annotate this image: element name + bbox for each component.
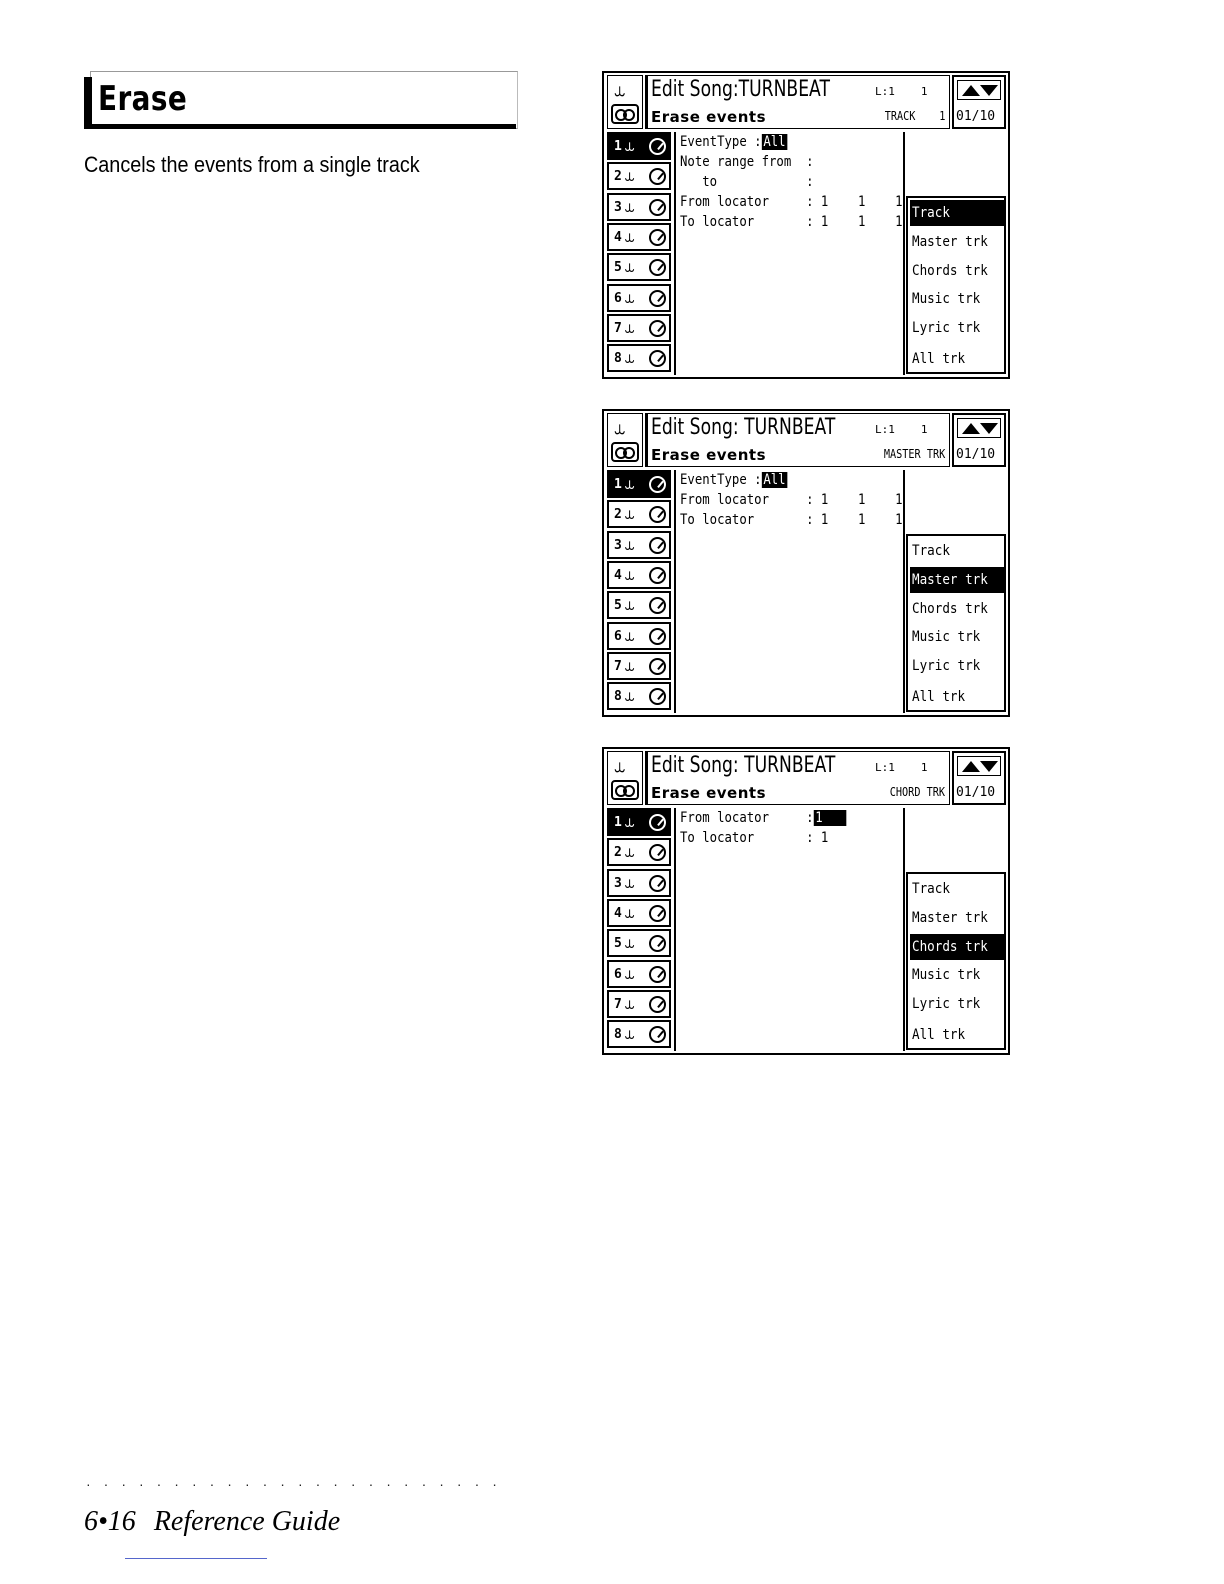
dial-icon xyxy=(649,350,666,367)
track-button[interactable] xyxy=(607,990,671,1018)
keyboard-icon: ⥿ xyxy=(625,1024,635,1045)
dial-icon xyxy=(649,905,666,922)
parameter-row[interactable]: From locator : 1 1 1 xyxy=(680,492,903,508)
menu-item[interactable]: Master trk xyxy=(912,910,988,926)
track-number: 5 xyxy=(614,260,622,276)
track-number: 4 xyxy=(614,567,622,583)
screen-subtitle: Erase events xyxy=(651,784,766,802)
menu-item[interactable]: Lyric trk xyxy=(912,320,981,336)
keyboard-icon: ⥿ xyxy=(625,474,635,494)
keyboard-icon: ⥿ xyxy=(625,257,635,278)
page-indicator: 01/10 xyxy=(956,109,996,124)
track-button[interactable] xyxy=(607,344,671,372)
keyboard-icon: ⥿ xyxy=(625,993,635,1014)
heading-bar xyxy=(84,77,92,129)
track-button[interactable] xyxy=(607,652,671,680)
track-button[interactable] xyxy=(607,223,671,251)
keyboard-icon: ⥿ xyxy=(625,963,635,984)
track-button[interactable] xyxy=(607,838,671,866)
screen-header xyxy=(645,413,950,467)
song-mode-icon xyxy=(607,751,643,805)
footer-dots: ························ xyxy=(86,1476,510,1492)
track-number: 8 xyxy=(614,1027,622,1043)
dial-icon xyxy=(649,966,666,983)
keyboard-icon: ⥿ xyxy=(625,812,635,832)
track-button[interactable] xyxy=(607,253,671,281)
track-number: 6 xyxy=(614,290,622,306)
keyboard-icon: ⥿ xyxy=(625,933,635,954)
track-button[interactable] xyxy=(607,899,671,927)
screen-header xyxy=(645,75,950,129)
locator-readout: L:1 1 xyxy=(875,85,928,98)
track-button[interactable] xyxy=(607,929,671,957)
divider xyxy=(674,808,676,1051)
keyboard-icon: ⥿ xyxy=(614,753,626,777)
song-mode-icon xyxy=(607,75,643,129)
dial-icon xyxy=(649,597,666,614)
page-number: 6•16 xyxy=(84,1506,136,1537)
keyboard-icon: ⥿ xyxy=(625,226,635,247)
parameter-row[interactable]: to : xyxy=(680,174,814,190)
track-list xyxy=(607,470,671,713)
screen-subtitle: Erase events xyxy=(651,108,766,126)
track-readout: CHORD TRK xyxy=(889,785,945,799)
cassette-icon xyxy=(611,442,639,462)
parameter-value[interactable]: All xyxy=(763,134,786,150)
track-number: 1 xyxy=(614,815,622,830)
track-number: 8 xyxy=(614,351,622,367)
lcd-screen xyxy=(602,71,1010,379)
track-number: 2 xyxy=(614,845,622,861)
dial-icon xyxy=(649,1026,666,1043)
track-button[interactable] xyxy=(607,314,671,342)
track-number: 1 xyxy=(614,139,622,154)
dial-icon xyxy=(649,506,666,523)
track-number: 4 xyxy=(614,905,622,921)
menu-item[interactable]: All trk xyxy=(912,351,966,367)
divider xyxy=(903,132,905,375)
menu-item[interactable]: Chords trk xyxy=(910,934,1004,960)
intro-text: Cancels the events from a single track xyxy=(84,152,420,177)
keyboard-icon: ⥿ xyxy=(625,595,635,616)
menu-item[interactable]: Track xyxy=(912,543,950,559)
track-number: 7 xyxy=(614,320,622,336)
track-readout: MASTER TRK xyxy=(883,447,945,461)
cassette-icon xyxy=(611,780,639,800)
dial-icon xyxy=(649,320,666,337)
dial-icon xyxy=(649,628,666,645)
track-readout: TRACK 1 xyxy=(884,109,945,123)
keyboard-icon: ⥿ xyxy=(625,504,635,525)
heading-shadow xyxy=(84,124,516,129)
divider xyxy=(903,808,905,1051)
song-mode-icon xyxy=(607,413,643,467)
track-number: 6 xyxy=(614,628,622,644)
up-down-arrows-icon[interactable] xyxy=(957,418,1001,438)
track-number: 5 xyxy=(614,936,622,952)
page-nav[interactable] xyxy=(952,75,1006,129)
keyboard-icon: ⥿ xyxy=(614,77,626,101)
track-number: 3 xyxy=(614,537,622,553)
parameter-row[interactable]: From locator : 1 xyxy=(680,810,845,826)
page-indicator: 01/10 xyxy=(956,785,996,800)
dial-icon xyxy=(649,259,666,276)
menu-item[interactable]: Music trk xyxy=(912,629,981,645)
menu-item[interactable]: Master trk xyxy=(912,234,988,250)
menu-item[interactable]: Lyric trk xyxy=(912,996,981,1012)
parameter-row[interactable]: Note range from : xyxy=(680,154,814,170)
page-nav[interactable] xyxy=(952,751,1006,805)
track-list xyxy=(607,808,671,1051)
keyboard-icon: ⥿ xyxy=(625,686,635,707)
track-button[interactable] xyxy=(607,132,671,160)
dial-icon xyxy=(649,688,666,705)
track-button[interactable] xyxy=(607,561,671,589)
dial-icon xyxy=(649,658,666,675)
track-number: 2 xyxy=(614,507,622,523)
parameter-row[interactable]: EventType : All xyxy=(680,472,786,488)
track-button[interactable] xyxy=(607,162,671,190)
track-button[interactable] xyxy=(607,284,671,312)
up-down-arrows-icon[interactable] xyxy=(957,756,1001,776)
keyboard-icon: ⥿ xyxy=(625,655,635,676)
track-button[interactable] xyxy=(607,193,671,221)
screen-header xyxy=(645,751,950,805)
keyboard-icon: ⥿ xyxy=(625,842,635,863)
menu-item[interactable]: Track xyxy=(910,200,1004,226)
screen-title: Edit Song: TURNBEAT xyxy=(651,753,836,778)
keyboard-icon: ⥿ xyxy=(625,348,635,369)
parameter-row[interactable]: EventType : All xyxy=(680,134,786,150)
dial-icon xyxy=(649,138,666,155)
footer-link-underline xyxy=(125,1558,267,1559)
track-button[interactable] xyxy=(607,470,671,498)
keyboard-icon: ⥿ xyxy=(625,136,635,156)
dial-icon xyxy=(649,476,666,493)
heading-title: Erase xyxy=(98,79,188,119)
dial-icon xyxy=(649,290,666,307)
locator-readout: L:1 1 xyxy=(875,423,928,436)
keyboard-icon: ⥿ xyxy=(625,872,635,893)
parameter-row[interactable]: To locator : 1 xyxy=(680,830,829,846)
keyboard-icon: ⥿ xyxy=(625,534,635,555)
track-button[interactable] xyxy=(607,808,671,836)
keyboard-icon: ⥿ xyxy=(625,196,635,217)
menu-item[interactable]: Track xyxy=(912,881,950,897)
lcd-screen xyxy=(602,747,1010,1055)
parameter-row[interactable]: To locator : 1 1 1 xyxy=(680,214,903,230)
menu-item[interactable]: Chords trk xyxy=(912,601,988,617)
track-list xyxy=(607,132,671,375)
cassette-icon xyxy=(611,104,639,124)
track-button[interactable] xyxy=(607,531,671,559)
dial-icon xyxy=(649,567,666,584)
locator-readout: L:1 1 xyxy=(875,761,928,774)
screen-subtitle: Erase events xyxy=(651,446,766,464)
dial-icon xyxy=(649,814,666,831)
menu-item[interactable]: Master trk xyxy=(910,567,1004,593)
dial-icon xyxy=(649,844,666,861)
track-number: 8 xyxy=(614,689,622,705)
track-type-menu xyxy=(906,196,1006,374)
track-number: 2 xyxy=(614,169,622,185)
keyboard-icon: ⥿ xyxy=(625,625,635,646)
track-button[interactable] xyxy=(607,622,671,650)
menu-item[interactable]: Chords trk xyxy=(912,263,988,279)
keyboard-icon: ⥿ xyxy=(625,902,635,923)
dial-icon xyxy=(649,875,666,892)
track-number: 3 xyxy=(614,199,622,215)
track-button[interactable] xyxy=(607,960,671,988)
track-button[interactable] xyxy=(607,591,671,619)
track-type-menu xyxy=(906,534,1006,712)
track-number: 5 xyxy=(614,598,622,614)
page-nav[interactable] xyxy=(952,413,1006,467)
keyboard-icon: ⥿ xyxy=(614,415,626,439)
parameter-value[interactable]: 1 xyxy=(815,810,845,826)
track-number: 7 xyxy=(614,658,622,674)
menu-item[interactable]: All trk xyxy=(912,1027,966,1043)
up-down-arrows-icon[interactable] xyxy=(957,80,1001,100)
keyboard-icon: ⥿ xyxy=(625,166,635,187)
keyboard-icon: ⥿ xyxy=(625,317,635,338)
screen-title: Edit Song:TURNBEAT xyxy=(651,77,830,102)
track-number: 1 xyxy=(614,477,622,492)
lcd-screen xyxy=(602,409,1010,717)
menu-item[interactable]: Lyric trk xyxy=(912,658,981,674)
footer-title: Reference Guide xyxy=(153,1506,341,1537)
dial-icon xyxy=(649,537,666,554)
parameter-value[interactable]: All xyxy=(763,472,786,488)
dial-icon xyxy=(649,199,666,216)
track-button[interactable] xyxy=(607,500,671,528)
dial-icon xyxy=(649,168,666,185)
divider xyxy=(674,470,676,713)
keyboard-icon: ⥿ xyxy=(625,564,635,585)
screen-title: Edit Song: TURNBEAT xyxy=(651,415,836,440)
divider xyxy=(903,470,905,713)
page-footer xyxy=(84,1506,340,1538)
track-number: 4 xyxy=(614,229,622,245)
parameter-row[interactable]: From locator : 1 1 1 xyxy=(680,194,903,210)
track-button[interactable] xyxy=(607,682,671,710)
track-number: 7 xyxy=(614,996,622,1012)
parameter-row[interactable]: To locator : 1 1 1 xyxy=(680,512,903,528)
track-number: 6 xyxy=(614,966,622,982)
divider xyxy=(674,132,676,375)
dial-icon xyxy=(649,996,666,1013)
dial-icon xyxy=(649,935,666,952)
menu-item[interactable]: Music trk xyxy=(912,291,981,307)
track-button[interactable] xyxy=(607,869,671,897)
page-indicator: 01/10 xyxy=(956,447,996,462)
menu-item[interactable]: Music trk xyxy=(912,967,981,983)
menu-item[interactable]: All trk xyxy=(912,689,966,705)
keyboard-icon: ⥿ xyxy=(625,287,635,308)
track-type-menu xyxy=(906,872,1006,1050)
dial-icon xyxy=(649,229,666,246)
track-number: 3 xyxy=(614,875,622,891)
section-heading xyxy=(84,71,518,129)
track-button[interactable] xyxy=(607,1020,671,1048)
